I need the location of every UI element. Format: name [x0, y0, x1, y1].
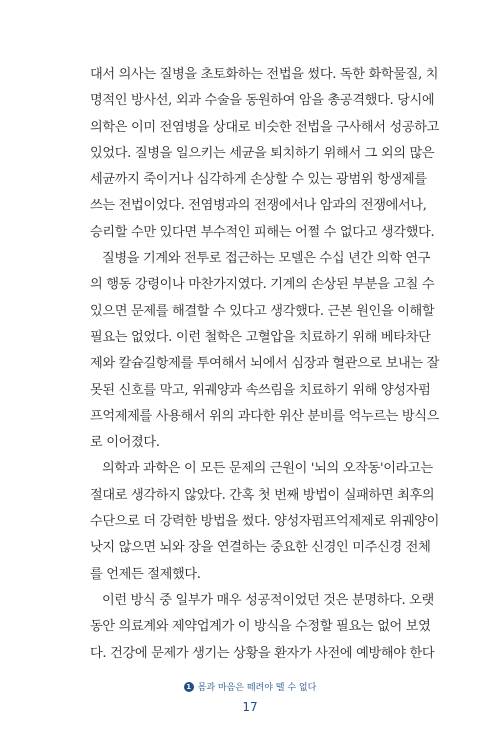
text-line: 의학은 이미 전염병을 상대로 비슷한 전법을 구사해서 성공하고: [90, 119, 440, 135]
chapter-title: 몸과 마음은 떼려야 뗄 수 없다: [197, 683, 317, 693]
text-line: 낫지 않으면 뇌와 장을 연결하는 중요한 신경인 미주신경 전체: [90, 540, 431, 556]
text-line: 있었다. 질병을 일으키는 세균을 퇴치하기 위해서 그 외의 많은: [90, 145, 435, 161]
text-line: 이런 방식 중 일부가 매우 성공적이었던 것은 분명하다. 오랫: [102, 592, 434, 608]
text-line: 못된 신호를 막고, 위궤양과 속쓰림을 치료하기 위해 양성자펌: [90, 382, 431, 398]
text-line: 프억제제를 사용해서 위의 과다한 위산 분비를 억누르는 방식으: [90, 408, 440, 424]
text-line: 다. 건강에 문제가 생기는 상황을 환자가 사전에 예방해야 한다: [90, 645, 435, 661]
text-line: 있으면 문제를 해결할 수 있다고 생각했다. 근본 원인을 이해할: [90, 303, 435, 319]
text-line: 절대로 생각하지 않았다. 간혹 첫 번째 방법이 실패하면 최후의: [90, 487, 435, 503]
text-line: 의 행동 강령이나 마찬가지였다. 기계의 손상된 부분을 고칠 수: [90, 277, 435, 293]
text-line: 명적인 방사선, 외과 수술을 동원하여 암을 총공격했다. 당시에: [90, 93, 435, 109]
chapter-number-badge: 1: [184, 682, 194, 692]
text-line: 대서 의사는 질병을 초토화하는 전법을 썼다. 독한 화학물질, 치: [90, 67, 439, 82]
text-line: 동안 의료계와 제약업계가 이 방식을 수정할 필요는 없어 보였: [90, 619, 431, 635]
text-line: 승리할 수만 있다면 부수적인 피해는 어쩔 수 없다고 생각했다.: [90, 224, 435, 240]
text-line: 필요는 없었다. 이런 철학은 고혈압을 치료하기 위해 베타차단: [90, 329, 431, 345]
page-number: 17: [242, 700, 258, 714]
body-text: [90, 62, 446, 667]
text-line: 세균까지 죽이거나 심각하게 손상할 수 있는 광범위 항생제를: [90, 172, 427, 188]
text-line: 를 언제든 절제했다.: [90, 566, 201, 582]
text-line: 로 이어졌다.: [90, 435, 160, 451]
text-line: 쓰는 전법이었다. 전염병과의 전쟁에서나 암과의 전쟁에서나,: [90, 198, 427, 214]
text-line: 질병을 기계와 전투로 접근하는 모델은 수십 년간 의학 연구: [102, 251, 431, 267]
text-line: 의학과 과학은 이 모든 문제의 근원이 '뇌의 오작동'이라고는: [102, 461, 433, 477]
text-line: 제와 칼슘길항제를 투여해서 뇌에서 심장과 혈관으로 보내는 잘: [90, 356, 440, 372]
text-line: 수단으로 더 강력한 방법을 썼다. 양성자펌프억제제로 위궤양이: [90, 514, 440, 530]
running-footer: [0, 680, 500, 693]
